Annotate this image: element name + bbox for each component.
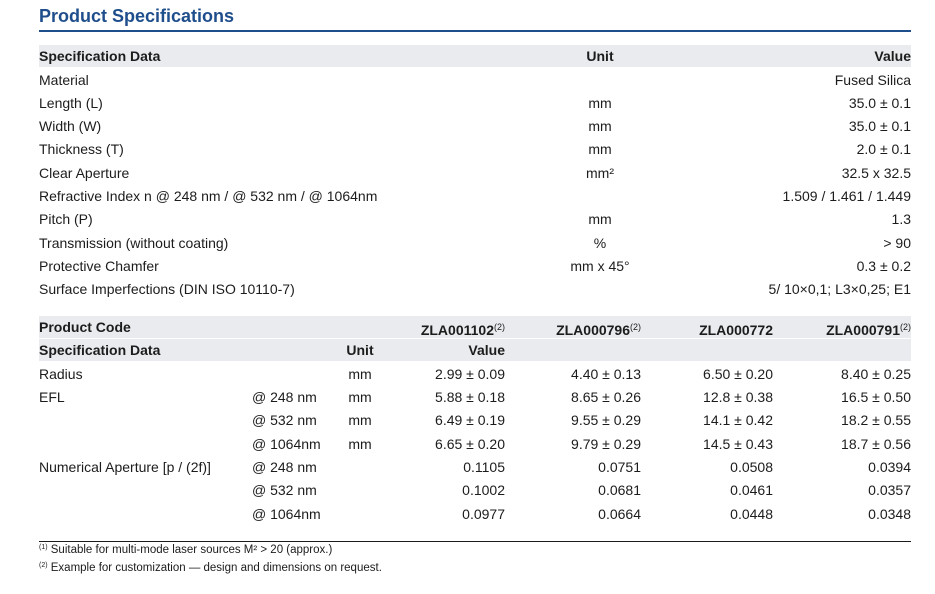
spec-label: Material — [39, 72, 89, 88]
spec-unit: % — [593, 235, 607, 251]
spec-value: 0.3 ± 0.2 — [856, 258, 911, 274]
row-wavelength: @ 248 nm — [252, 389, 317, 405]
spec-unit: mm — [588, 118, 612, 134]
spec-label: Protective Chamfer — [39, 258, 159, 274]
row-value-4: 0.0357 — [868, 482, 911, 498]
row-unit: mm — [348, 389, 372, 405]
spec-unit: mm — [588, 141, 612, 157]
row-value-2: 9.55 ± 0.29 — [571, 412, 641, 428]
table-row — [0, 162, 935, 184]
spec-label: Thickness (T) — [39, 141, 124, 157]
spec-label: Surface Imperfections (DIN ISO 10110-7) — [39, 281, 295, 297]
product-code-2: ZLA000796$^{(2)}$ — [556, 322, 641, 338]
product-code-row — [0, 316, 935, 338]
row-label: Radius — [39, 366, 83, 382]
spec-value: 32.5 x 32.5 — [841, 165, 911, 181]
table-row — [0, 278, 935, 300]
spec-label: Transmission (without coating) — [39, 235, 229, 251]
row-wavelength: @ 532 nm — [252, 412, 317, 428]
row-value-1: 6.49 ± 0.19 — [435, 412, 505, 428]
table-row — [0, 138, 935, 160]
row-value-2: 9.79 ± 0.29 — [571, 436, 641, 452]
spec-header-value: Value — [874, 48, 911, 64]
table-row — [0, 185, 935, 207]
table-row — [0, 232, 935, 254]
row-wavelength: @ 532 nm — [252, 482, 317, 498]
spec-label: Width (W) — [39, 118, 102, 134]
page-title: Product Specifications — [39, 6, 235, 26]
table-row — [0, 255, 935, 277]
table-row — [0, 503, 935, 525]
table-row — [0, 115, 935, 137]
unit-header: Unit — [346, 342, 374, 358]
footnote-1: $^{(1)}$ Suitable for multi-mode laser sources M² > 20 (approx.) — [39, 544, 333, 556]
row-value-1: 6.65 ± 0.20 — [435, 436, 505, 452]
row-value-4: 18.2 ± 0.55 — [841, 412, 911, 428]
spec-value: 35.0 ± 0.1 — [848, 95, 911, 111]
row-value-3: 0.0461 — [730, 482, 773, 498]
row-value-3: 14.5 ± 0.43 — [703, 436, 773, 452]
product-code-3: ZLA000772 — [699, 322, 773, 338]
row-value-3: 0.0508 — [730, 459, 773, 475]
spec-label: Refractive Index n @ 248 nm / @ 532 nm / @ 1064nm — [39, 188, 378, 204]
product-code-1: ZLA001102$^{(2)}$ — [420, 322, 505, 338]
row-value-3: 12.8 ± 0.38 — [703, 389, 773, 405]
spec-label: Clear Aperture — [39, 165, 130, 181]
spec-value: 5/ 10×0,1; L3×0,25; E1 — [768, 281, 911, 297]
row-wavelength: @ 1064nm — [252, 506, 321, 522]
row-unit: mm — [348, 412, 372, 428]
row-value-3: 6.50 ± 0.20 — [703, 366, 773, 382]
spec-label: Length (L) — [39, 95, 103, 111]
row-value-4: 18.7 ± 0.56 — [841, 436, 911, 452]
row-value-1: 5.88 ± 0.18 — [435, 389, 505, 405]
row-unit: mm — [348, 366, 372, 382]
table-row — [0, 92, 935, 114]
row-label: Numerical Aperture [p / (2f)] — [39, 459, 211, 475]
title-divider — [39, 30, 911, 32]
row-value-4: 0.0348 — [868, 506, 911, 522]
spec-unit: mm — [588, 95, 612, 111]
row-value-3: 0.0448 — [730, 506, 773, 522]
row-wavelength: @ 1064nm — [252, 436, 321, 452]
row-value-2: 0.0751 — [598, 459, 641, 475]
product-code-4: ZLA000791$^{(2)}$ — [826, 322, 911, 338]
table-row — [0, 456, 935, 478]
table-row — [0, 409, 935, 431]
spec-label: Pitch (P) — [39, 211, 93, 227]
spec-header-label: Specification Data — [39, 48, 161, 64]
row-value-2: 8.65 ± 0.26 — [571, 389, 641, 405]
row-value-2: 4.40 ± 0.13 — [571, 366, 641, 382]
row-value-4: 8.40 ± 0.25 — [841, 366, 911, 382]
spec-value: 35.0 ± 0.1 — [848, 118, 911, 134]
spec-unit: mm² — [586, 165, 614, 181]
row-label: EFL — [39, 389, 65, 405]
spec-value: 2.0 ± 0.1 — [856, 141, 911, 157]
table-row — [0, 363, 935, 385]
table-row — [0, 479, 935, 501]
table-row — [0, 386, 935, 408]
row-value-2: 0.0681 — [598, 482, 641, 498]
spec-value: 1.509 / 1.461 / 1.449 — [782, 188, 911, 204]
footnote-2: $^{(2)}$ Example for customization — design and dimensions on request. — [39, 562, 382, 574]
spec-data-header — [0, 339, 935, 361]
spec-value: 1.3 — [891, 211, 911, 227]
value-header: Value — [468, 342, 505, 358]
row-value-2: 0.0664 — [598, 506, 641, 522]
spec-table-header — [0, 45, 935, 67]
row-value-1: 0.1002 — [462, 482, 505, 498]
row-unit: mm — [348, 436, 372, 452]
spec-data-label: Specification Data — [39, 342, 161, 358]
row-value-1: 2.99 ± 0.09 — [435, 366, 505, 382]
footnote-divider — [39, 541, 911, 542]
table-row — [0, 208, 935, 230]
row-value-4: 0.0394 — [868, 459, 911, 475]
spec-value: Fused Silica — [834, 72, 911, 88]
row-value-4: 16.5 ± 0.50 — [841, 389, 911, 405]
table-row — [0, 69, 935, 91]
row-wavelength: @ 248 nm — [252, 459, 317, 475]
row-value-1: 0.1105 — [463, 459, 505, 475]
product-code-label: Product Code — [39, 319, 131, 335]
row-value-3: 14.1 ± 0.42 — [703, 412, 773, 428]
row-value-1: 0.0977 — [462, 506, 505, 522]
table-row — [0, 433, 935, 455]
spec-unit: mm x 45° — [570, 258, 630, 274]
spec-value: > 90 — [883, 235, 911, 251]
spec-unit: mm — [588, 211, 612, 227]
spec-header-unit: Unit — [586, 48, 614, 64]
